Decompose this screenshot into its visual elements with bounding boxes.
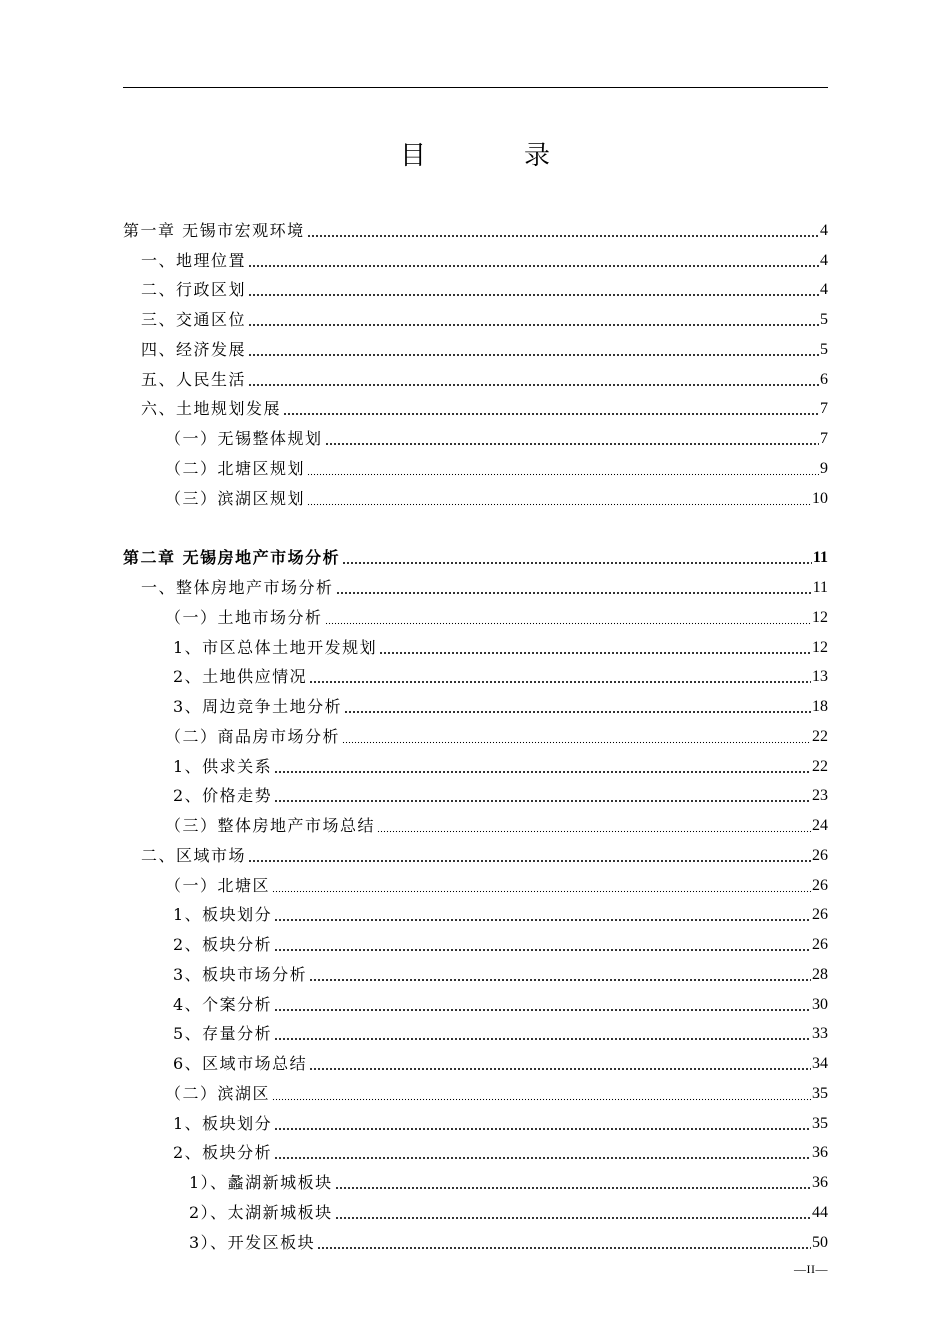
toc-entry-label: 5、存量分析: [173, 1024, 273, 1044]
toc-entry-label: 1、供求关系: [173, 756, 273, 776]
toc-entry-page: 5: [820, 340, 828, 358]
toc-entry-page: 22: [812, 727, 828, 745]
toc-entry-label: （二）北塘区规划: [165, 458, 306, 478]
page-title: 目 录: [399, 141, 586, 171]
toc-entry-page: 11: [812, 549, 828, 567]
toc-entry[interactable]: [123, 748, 828, 778]
toc-entry[interactable]: [123, 242, 828, 272]
table-of-contents: [123, 212, 828, 1254]
toc-entry-label: 1、市区总体土地开发规划: [173, 637, 378, 657]
toc-entry-label: 第二章 无锡房地产市场分析: [123, 548, 341, 568]
dot-leader: [335, 1182, 811, 1190]
dot-leader: [336, 587, 812, 595]
dot-leader: [274, 766, 811, 774]
dot-leader: [274, 1123, 811, 1131]
dot-leader: [274, 795, 811, 803]
dot-leader: [274, 914, 811, 922]
dot-leader: [248, 319, 819, 327]
dot-leader: [309, 676, 811, 684]
toc-entry-page: 11: [812, 579, 828, 596]
toc-entry-page: 26: [812, 846, 828, 864]
toc-entry-label: 一、地理位置: [141, 250, 247, 270]
dot-leader: [307, 498, 811, 506]
toc-entry-page: 50: [812, 1233, 828, 1251]
toc-entry[interactable]: [123, 450, 828, 480]
dot-leader: [379, 647, 811, 655]
toc-entry-label: 3、板块市场分析: [173, 964, 308, 984]
toc-entry-page: 44: [812, 1203, 828, 1221]
toc-entry[interactable]: [123, 1016, 828, 1046]
toc-entry-page: 26: [812, 876, 828, 894]
toc-entry[interactable]: [123, 331, 828, 361]
toc-entry-page: 10: [812, 489, 828, 507]
toc-entry-chapter-2[interactable]: [123, 540, 828, 570]
toc-entry[interactable]: [123, 420, 828, 450]
toc-entry-label: （二）商品房市场分析: [165, 726, 341, 746]
toc-entry[interactable]: [123, 926, 828, 956]
toc-entry[interactable]: [123, 807, 828, 837]
toc-entry[interactable]: [123, 599, 828, 629]
toc-entry[interactable]: [123, 867, 828, 897]
toc-entry-label: 1、板块划分: [173, 1113, 273, 1133]
toc-entry-page: 7: [820, 400, 828, 418]
dot-leader: [307, 230, 819, 238]
dot-leader: [335, 1212, 811, 1220]
toc-entry-label: 2、价格走势: [173, 786, 273, 806]
toc-entry-page: 35: [812, 1084, 828, 1102]
toc-entry-label: 6、区域市场总结: [173, 1054, 308, 1073]
toc-entry-label: （二）滨湖区: [165, 1083, 271, 1103]
dot-leader: [274, 1152, 811, 1160]
toc-entry[interactable]: [123, 272, 828, 302]
toc-entry-page: 23: [812, 787, 828, 805]
toc-entry-page: 7: [820, 430, 828, 447]
toc-entry[interactable]: [123, 391, 828, 421]
toc-entry[interactable]: [123, 361, 828, 391]
dot-leader: [309, 1063, 811, 1071]
toc-entry-label: 四、经济发展: [141, 339, 247, 359]
toc-entry[interactable]: [123, 986, 828, 1016]
dot-leader: [377, 825, 811, 833]
toc-entry-label: 1）、蠡湖新城板块: [189, 1173, 333, 1192]
toc-entry[interactable]: [123, 301, 828, 331]
toc-entry[interactable]: [123, 569, 828, 599]
toc-entry[interactable]: [123, 897, 828, 927]
toc-entry-page: 5: [820, 311, 828, 328]
toc-entry-label: 一、整体房地产市场分析: [141, 578, 334, 597]
toc-entry-label: 2、土地供应情况: [173, 667, 308, 687]
toc-entry-page: 6: [820, 370, 828, 388]
toc-entry[interactable]: [123, 688, 828, 718]
toc-entry-label: 三、交通区位: [141, 310, 247, 329]
toc-entry-page: 12: [812, 608, 828, 626]
toc-entry-page: 33: [812, 1025, 828, 1043]
toc-entry-label: 3、周边竞争土地分析: [173, 697, 343, 716]
dot-leader: [317, 1242, 811, 1250]
toc-entry-label: 二、区域市场: [141, 845, 247, 865]
toc-entry-label: 第一章 无锡市宏观环境: [123, 220, 305, 240]
dot-leader: [283, 408, 819, 416]
toc-entry-page: 36: [812, 1174, 828, 1191]
header-rule: [123, 87, 828, 88]
dot-leader: [309, 974, 811, 982]
dot-leader: [274, 1033, 811, 1041]
toc-entry-page: 9: [820, 459, 828, 477]
toc-entry-label: （一）无锡整体规划: [165, 429, 323, 448]
toc-entry[interactable]: [123, 1224, 828, 1254]
toc-entry[interactable]: [123, 1164, 828, 1194]
toc-entry[interactable]: [123, 1045, 828, 1075]
toc-entry-page: 4: [820, 251, 828, 269]
page-number: —II—: [794, 1262, 828, 1276]
toc-entry-page: 4: [820, 221, 828, 239]
dot-leader: [248, 260, 819, 268]
toc-entry[interactable]: [123, 480, 828, 510]
toc-entry[interactable]: [123, 837, 828, 867]
dot-leader: [248, 379, 819, 387]
toc-entry-label: 五、人民生活: [141, 369, 247, 389]
dot-leader: [248, 289, 819, 297]
toc-entry-page: 26: [812, 906, 828, 924]
toc-entry[interactable]: [123, 778, 828, 808]
toc-entry[interactable]: [123, 629, 828, 659]
toc-entry-page: 22: [812, 757, 828, 775]
toc-entry[interactable]: [123, 718, 828, 748]
toc-entry-page: 18: [812, 698, 828, 715]
dot-leader: [272, 885, 811, 893]
dot-leader: [274, 1004, 811, 1012]
toc-entry-label: 2）、太湖新城板块: [189, 1202, 333, 1222]
toc-entry[interactable]: [123, 659, 828, 689]
toc-entry[interactable]: [123, 1105, 828, 1135]
toc-entry-label: （三）整体房地产市场总结: [165, 816, 376, 835]
toc-entry-page: 36: [812, 1144, 828, 1162]
toc-entry-label: （三）滨湖区规划: [165, 488, 306, 508]
toc-entry-label: 4、个案分析: [173, 994, 273, 1014]
dot-leader: [248, 349, 819, 357]
toc-entry-page: 12: [812, 638, 828, 656]
toc-entry-page: 24: [812, 817, 828, 834]
dot-leader: [325, 617, 811, 625]
toc-entry-label: （一）北塘区: [165, 875, 271, 895]
dot-leader: [272, 1093, 811, 1101]
toc-entry-page: 26: [812, 936, 828, 953]
toc-entry-label: 2、板块分析: [173, 935, 273, 954]
toc-entry-label: 2、板块分析: [173, 1143, 273, 1163]
toc-entry-page: 34: [812, 1055, 828, 1072]
toc-entry-page: 13: [812, 668, 828, 686]
dot-leader: [325, 438, 819, 446]
toc-entry-chapter-1[interactable]: [123, 212, 828, 242]
dot-leader: [248, 855, 811, 863]
toc-entry-label: 1、板块划分: [173, 905, 273, 925]
toc-entry[interactable]: [123, 1075, 828, 1105]
toc-entry-page: 35: [812, 1114, 828, 1132]
toc-entry-label: 3）、开发区板块: [189, 1232, 316, 1252]
toc-entry[interactable]: [123, 1194, 828, 1224]
toc-entry[interactable]: [123, 956, 828, 986]
toc-entry-page: 4: [820, 281, 828, 299]
dot-leader: [344, 706, 811, 714]
dot-leader: [342, 557, 812, 565]
toc-entry-label: 二、行政区划: [141, 280, 247, 300]
toc-entry-label: 六、土地规划发展: [141, 399, 282, 419]
dot-leader: [307, 468, 819, 476]
toc-entry-page: 28: [812, 965, 828, 983]
toc-entry[interactable]: [123, 1135, 828, 1165]
dot-leader: [342, 736, 811, 744]
toc-entry-page: 30: [812, 995, 828, 1013]
dot-leader: [274, 944, 811, 952]
toc-entry-label: （一）土地市场分析: [165, 607, 323, 627]
